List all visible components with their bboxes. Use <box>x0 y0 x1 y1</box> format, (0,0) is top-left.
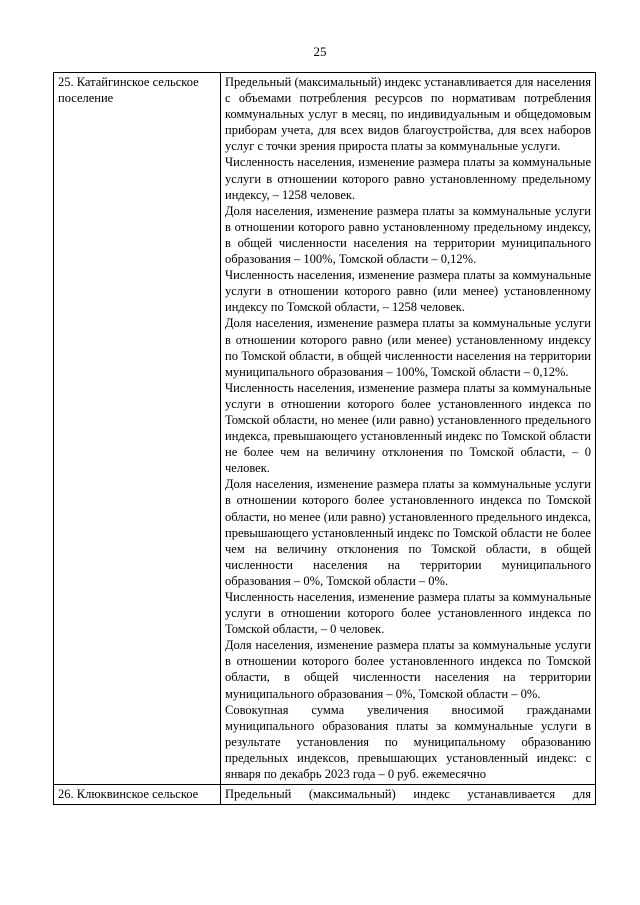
paragraph-population-deviation: Численность населения, изменение размера платы за коммунальные услуги в отношении которого более установленного индекса по Томской области, но менее (или равно) установленного предельного индекса, превышающего установленный индекс по Томской области не более чем на величину отклонения по Томской области, – 0 человек. <box>225 380 591 476</box>
description-cell <box>221 73 596 785</box>
indices-table <box>53 72 596 805</box>
page-number: 25 <box>313 44 327 59</box>
paragraph-population-equal: Численность населения, изменение размера платы за коммунальные услуги в отношении которого равно установленному предельному индексу, – 1258 человек. <box>225 155 591 202</box>
paragraph-share-regional: Доля населения, изменение размера платы за коммунальные услуги в отношении которого равно (или менее) установленному индексу по Томской области, в общей численности населения на территории муниципального образования – 100%, Томской области – 0,12%. <box>225 316 591 379</box>
municipality-name-cell: 26. Клюквинское сельское <box>54 785 221 805</box>
paragraph-total-increase: Совокупная сумма увеличения вносимой гражданами муниципального образования платы за коммунальные услуги в результате установления по муниципальному образованию предельных индексов, превышающих установленный индекс: с января по декабрь 2023 года – 0 руб. ежемесячно <box>225 702 591 782</box>
table-row <box>54 785 596 805</box>
paragraph-share-equal: Доля населения, изменение размера платы за коммунальные услуги в отношении которого равно установленному предельному индексу, в общей численности населения на территории муниципального образования – 100%, Томской области – 0,12%. <box>225 203 591 267</box>
table-row <box>54 73 596 785</box>
paragraph-share-above: Доля населения, изменение размера платы за коммунальные услуги в отношении которого более установленного индекса по Томской области, в общей численности населения на территории муниципального образования – 0%, Томской области – 0%. <box>225 638 591 701</box>
paragraph-index-scope: Предельный (максимальный) индекс устанавливается для населения с объемами потребления ресурсов по нормативам потребления коммунальных услуг в месяц, по индивидуальным и общедомовым приборам учета, для всех видов благоустройства, для всех наборов услуг с точки зрения прироста платы за коммунальные услуги. <box>225 75 591 154</box>
paragraph-population-above: Численность населения, изменение размера платы за коммунальные услуги в отношении которого более установленного индекса по Томской области, – 0 человек. <box>225 590 591 637</box>
municipality-name-cell: 25. Катайгинское сельское поселение <box>54 73 221 785</box>
paragraph-share-deviation: Доля населения, изменение размера платы за коммунальные услуги в отношении которого более установленного индекса по Томской области, но менее (или равно) установленного предельного индекса, превышающего установленный индекс по Томской области не более чем на величину отклонения по Томской области, в общей численности населения на территории муниципального образования – 0%, Томской области – 0%. <box>225 477 591 588</box>
paragraph-index-scope: Предельный (максимальный) индекс устанавливается для <box>225 787 591 802</box>
description-cell <box>221 785 596 805</box>
paragraph-population-regional: Численность населения, изменение размера платы за коммунальные услуги в отношении которого равно (или менее) установленному индексу по Томской области, – 1258 человек. <box>225 268 591 315</box>
